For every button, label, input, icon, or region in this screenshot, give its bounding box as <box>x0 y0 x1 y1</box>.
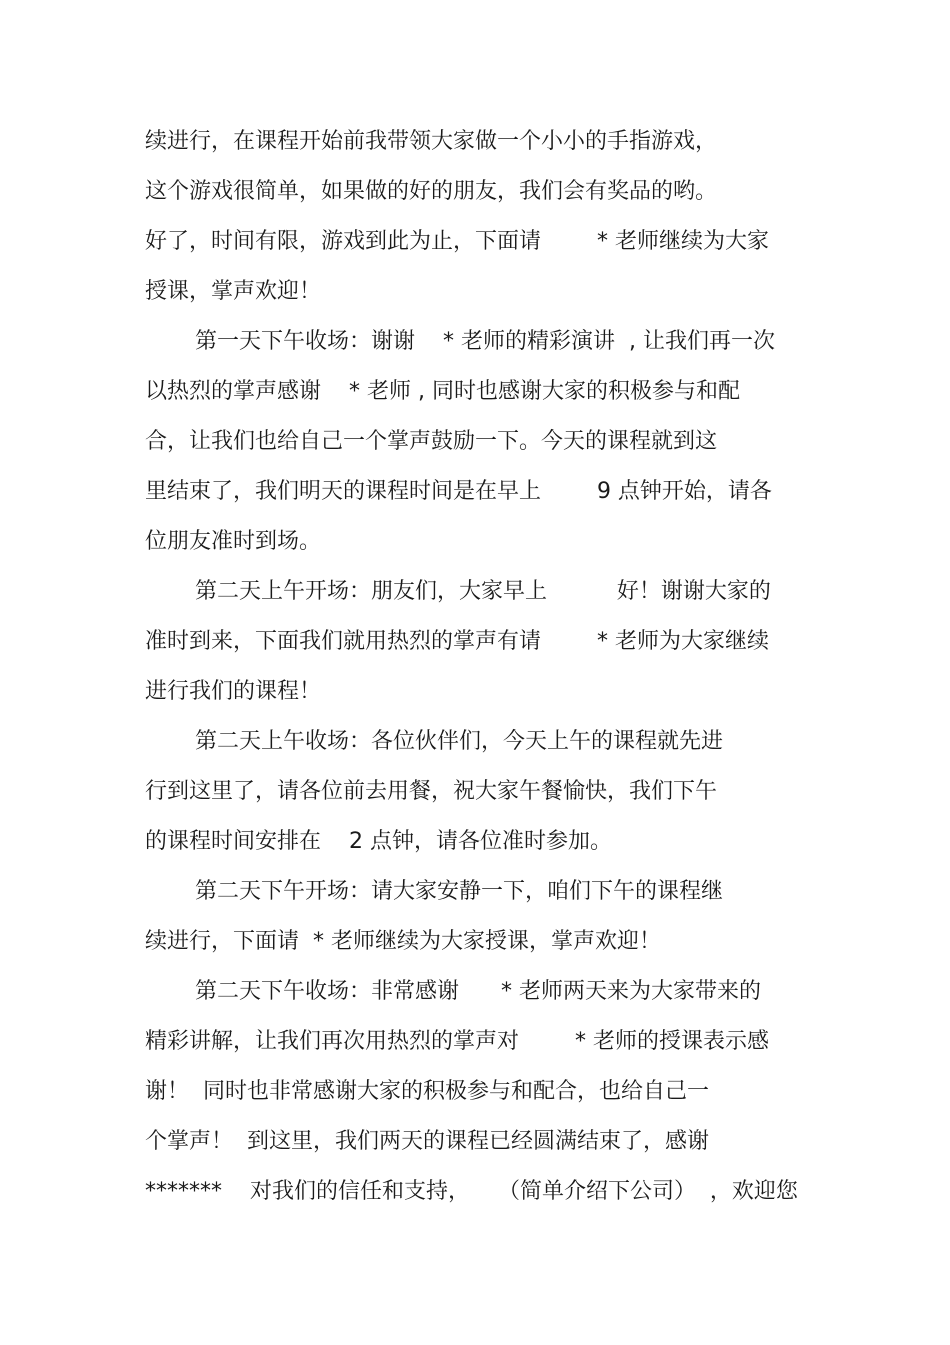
text-line: 位朋友准时到场。 <box>145 529 322 554</box>
text-line: 精彩讲解，让我们再次用热烈的掌声对 * 老师的授课表示感 <box>145 1029 769 1054</box>
text-line: 以热烈的掌声感谢 * 老师 , 同时也感谢大家的积极参与和配 <box>145 379 740 404</box>
text-line: 准时到来，下面我们就用热烈的掌声有请 * 老师为大家继续 <box>145 629 769 654</box>
text-line: 授课，掌声欢迎！ <box>145 279 322 304</box>
text-line: 里结束了，我们明天的课程时间是在早上 9 点钟开始，请各 <box>145 479 772 504</box>
text-line: 这个游戏很简单，如果做的好的朋友，我们会有奖品的哟。 <box>145 179 718 204</box>
paragraph-day2-pm-close: 第二天下午收场：非常感谢 * 老师两天来为大家带来的 <box>195 979 761 1004</box>
text-line: 的课程时间安排在 2 点钟，请各位准时参加。 <box>145 829 612 854</box>
paragraph-day2-pm-open: 第二天下午开场：请大家安静一下，咱们下午的课程继 <box>195 879 724 904</box>
text-line: 个掌声！ 到这里，我们两天的课程已经圆满结束了，感谢 <box>145 1129 709 1154</box>
paragraph-day2-am-open: 第二天上午开场：朋友们，大家早上 好！谢谢大家的 <box>195 579 771 604</box>
text-line: 好了，时间有限，游戏到此为止，下面请 * 老师继续为大家 <box>145 229 769 254</box>
text-line: 续进行，下面请 * 老师继续为大家授课，掌声欢迎！ <box>145 929 661 954</box>
text-line: 进行我们的课程！ <box>145 679 322 704</box>
text-line: ******* 对我们的信任和支持， （简单介绍下公司） ，欢迎您 <box>145 1179 798 1204</box>
text-line: 谢！ 同时也非常感谢大家的积极参与和配合，也给自己一 <box>145 1079 709 1104</box>
paragraph-day2-am-close: 第二天上午收场：各位伙伴们，今天上午的课程就先进 <box>195 729 724 754</box>
text-line: 续进行，在课程开始前我带领大家做一个小小的手指游戏， <box>145 129 718 154</box>
paragraph-day1-pm-close: 第一天下午收场：谢谢 * 老师的精彩演讲 , 让我们再一次 <box>195 329 775 354</box>
text-line: 合，让我们也给自己一个掌声鼓励一下。今天的课程就到这 <box>145 429 718 454</box>
text-line: 行到这里了，请各位前去用餐，祝大家午餐愉快，我们下午 <box>145 779 718 804</box>
